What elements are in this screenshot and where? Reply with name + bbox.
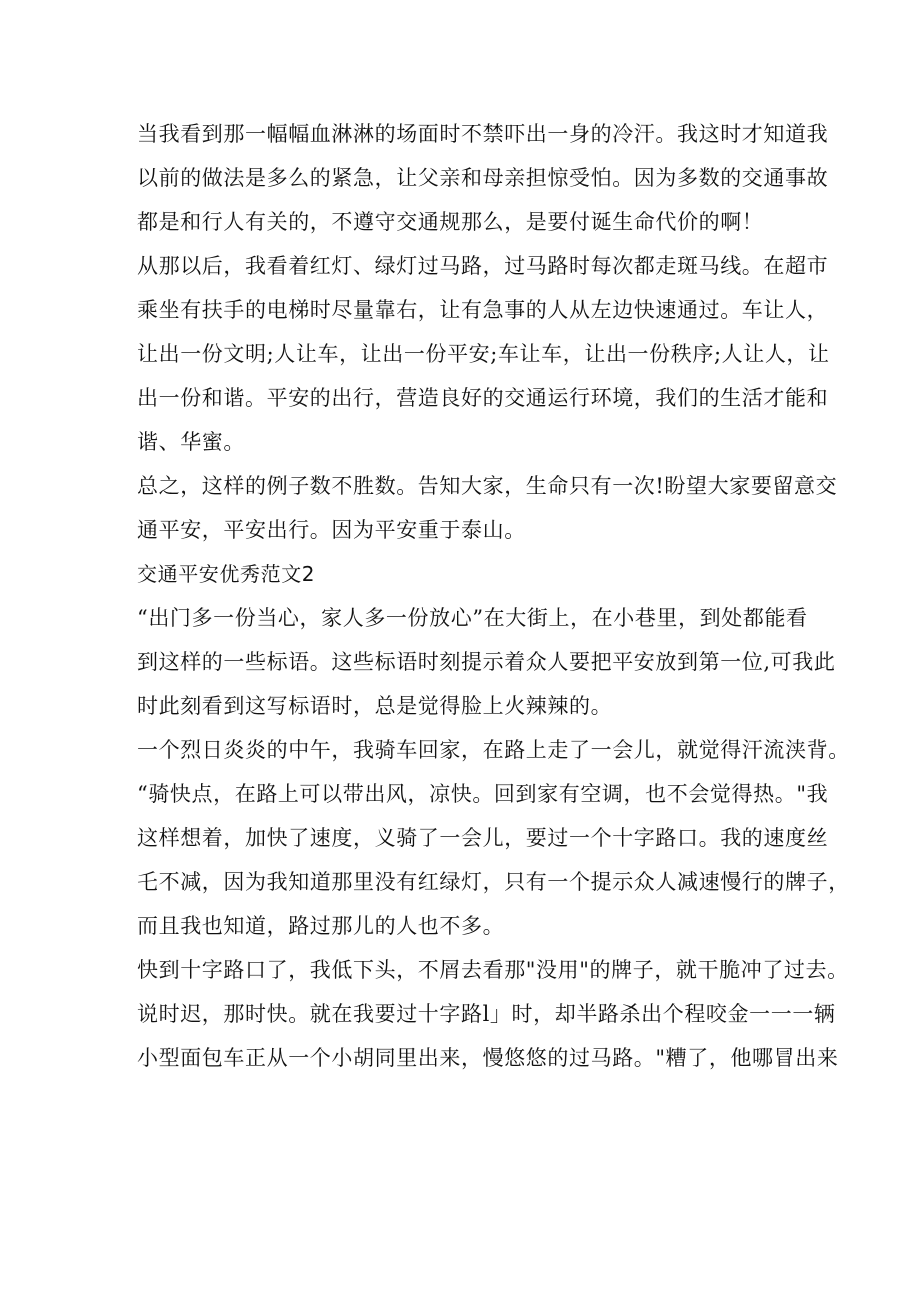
text-line: “出门多一份当心，家人多一份放心”在大街上，在小巷里，到处都能看 — [137, 606, 808, 630]
paragraph — [137, 596, 836, 728]
text-line: 通平安，平安出行。因为平安重于泰山。 — [137, 518, 526, 542]
text-line: 交通平安优秀范文2 — [137, 562, 316, 586]
document-page — [137, 112, 850, 1080]
text-line: 小型面包车正从一个小胡同里出来，慢悠悠的过马路。"糟了，他哪冒出来 — [137, 1046, 839, 1070]
text-line: 乇不减，因为我知道那里没有红绿灯，只有一个提示众人减速慢行的牌子， — [137, 870, 850, 894]
text-line: 谐、华蜜。 — [137, 430, 245, 454]
text-line: 时此刻看到这写标语时，总是觉得脸上火辣辣的。 — [137, 694, 613, 718]
text-line: 说时迟，那时快。就在我要过十字路l」时，却半路杀出个程咬金一一一辆 — [137, 1002, 836, 1026]
text-line: 都是和行人有关的，不遵守交通规那么，是要付诞生命代价的啊！ — [137, 210, 764, 234]
text-line: 以前的做法是多么的紧急，让父亲和母亲担惊受怕。因为多数的交通事故 — [137, 166, 829, 190]
text-line: 这样想着，加快了速度，义骑了一会儿，要过一个十字路口。我的速度丝 — [137, 826, 829, 850]
text-line: 快到十字路口了，我低下头，不屑去看那"没用"的牌子，就干脆冲了过去。 — [137, 958, 849, 982]
text-line: 总之，这样的例子数不胜数。告知大家，生命只有一次!盼望大家要留意交 — [137, 474, 838, 498]
text-line: 乘坐有扶手的电梯时尽量靠右，让有急事的人从左边快速通过。车让人， — [137, 298, 829, 322]
text-line: 而且我也知道，路过那儿的人也不多。 — [137, 914, 505, 938]
text-line: “骑快点，在路上可以带出风，凉快。回到家有空调，也不会觉得热。"我 — [137, 782, 829, 806]
paragraph — [137, 244, 830, 464]
text-line: 从那以后，我看着红灯、绿灯过马路，过马路时每次都走斑马线。在超市 — [137, 254, 829, 278]
text-line: 到这样的一些标语。这些标语时刻提示着众人要把平安放到第一位,可我此 — [137, 650, 836, 674]
section-heading — [137, 552, 797, 596]
text-line: 一个烈日炎炎的中午，我骑车回家，在路上走了一会儿，就觉得汗流浃背。 — [137, 738, 850, 762]
text-line: 出一份和谐。平安的出行，营造良好的交通运行环境，我们的生活才能和 — [137, 386, 829, 410]
paragraph — [137, 948, 849, 1080]
text-line: 当我看到那一幅幅血淋淋的场面时不禁吓出一身的冷汗。我这时才知道我 — [137, 122, 829, 146]
text-line: 让出一份文明;人让车，让出一份平安;车让车，让出一份秩序;人让人，让 — [137, 342, 830, 366]
paragraph — [137, 464, 838, 552]
paragraph — [137, 728, 850, 948]
paragraph — [137, 112, 829, 244]
